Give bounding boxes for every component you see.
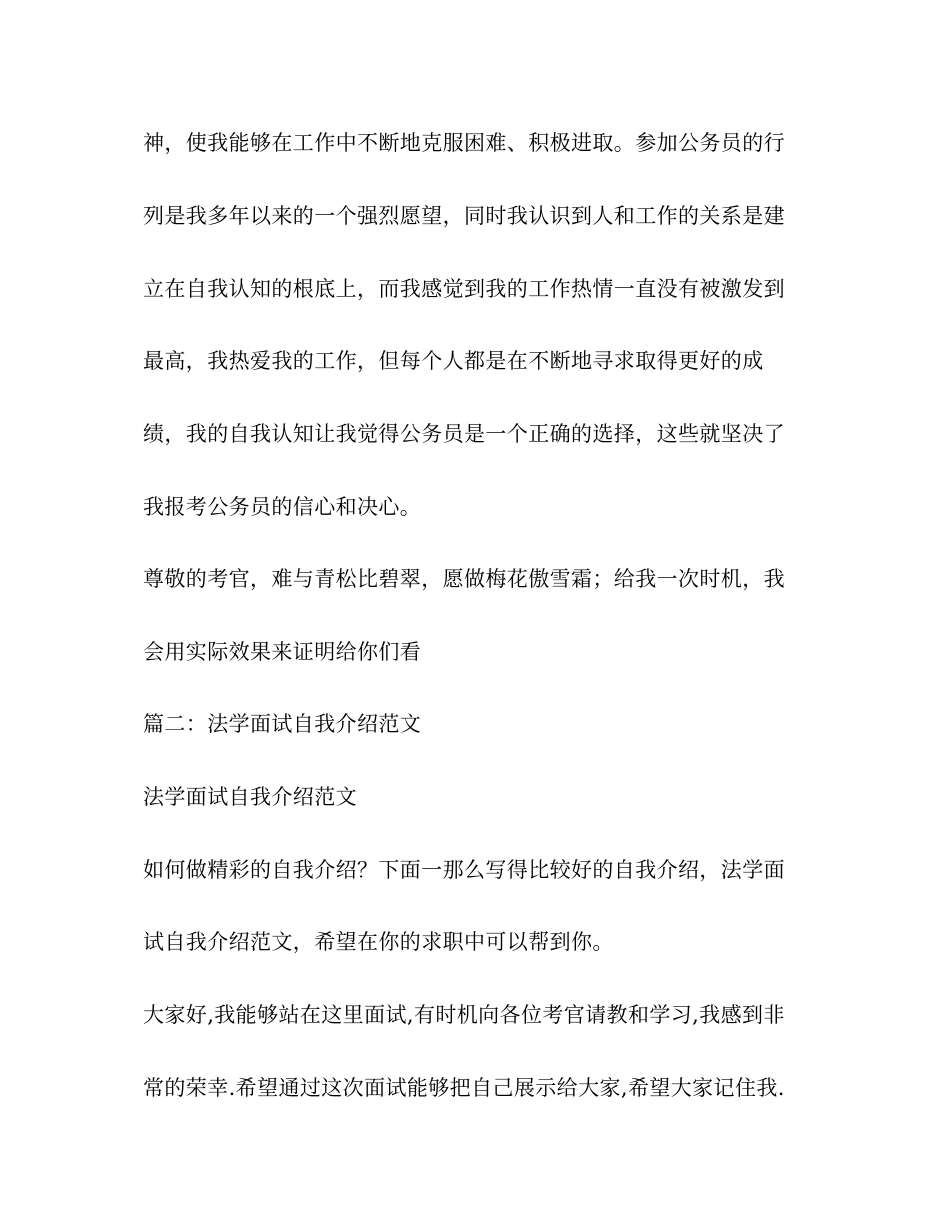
text-line: 我报考公务员的信心和决心。 xyxy=(143,495,422,519)
text-line: 常的荣幸.希望通过这次面试能够把自己展示给大家,希望大家记住我. xyxy=(143,1076,785,1100)
section-heading: 篇二：法学面试自我介绍范文 xyxy=(143,712,422,736)
text-line: 绩，我的自我认知让我觉得公务员是一个正确的选择，这些就坚决了 xyxy=(143,422,785,446)
text-line: 如何做精彩的自我介绍？下面一那么写得比较好的自我介绍，法学面 xyxy=(143,858,785,882)
text-line: 立在自我认知的根底上，而我感觉到我的工作热情一直没有被激发到 xyxy=(143,277,785,301)
text-line: 尊敬的考官，难与青松比碧翠，愿做梅花傲雪霜；给我一次时机，我 xyxy=(143,567,785,591)
text-line: 最高，我热爱我的工作，但每个人都是在不断地寻求取得更好的成 xyxy=(143,349,764,373)
text-line: 神，使我能够在工作中不断地克服困难、积极进取。参加公务员的行 xyxy=(143,131,785,155)
text-line: 会用实际效果来证明给你们看 xyxy=(143,640,422,664)
article-title: 法学面试自我介绍范文 xyxy=(143,785,357,809)
text-line: 列是我多年以来的一个强烈愿望，同时我认识到人和工作的关系是建 xyxy=(143,204,785,228)
text-line: 试自我介绍范文，希望在你的求职中可以帮到你。 xyxy=(143,930,614,954)
text-line: 大家好,我能够站在这里面试,有时机向各位考官请教和学习,我感到非 xyxy=(143,1003,785,1027)
